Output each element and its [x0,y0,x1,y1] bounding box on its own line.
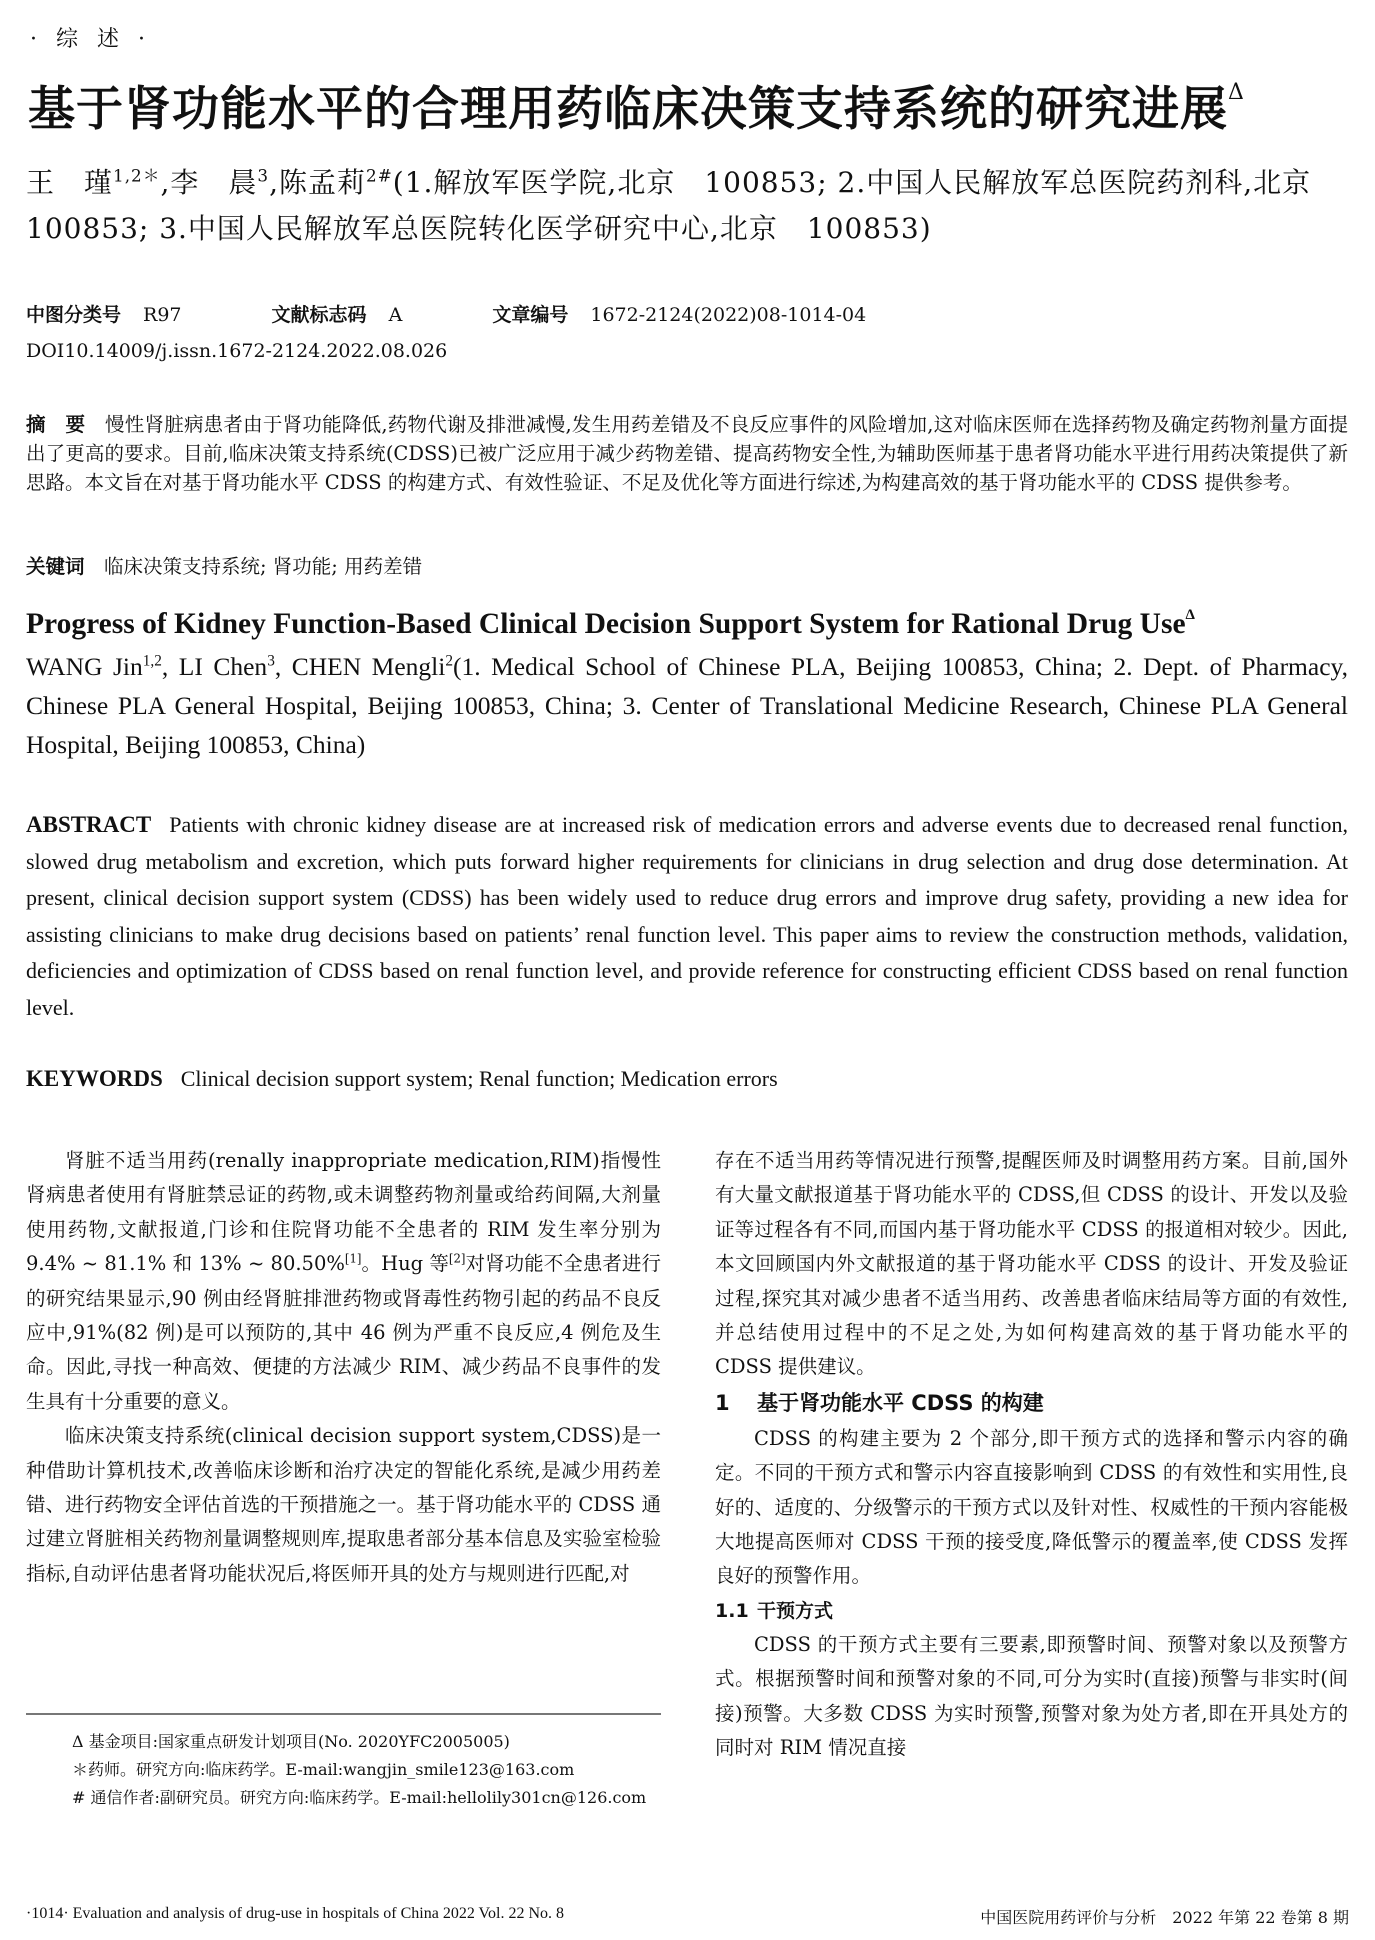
keywords-en-text: Clinical decision support system; Renal function; Medication errors [180,1066,778,1091]
affiliations-en: (1. Medical School of Chinese PLA, Beijing 100853, China; 2. Dept. of Pharmacy, Chinese PLA General Hospital, Beijing 100853, China; 3. Center of Translational Medicine Research, Chinese PLA General Hospital, Beijing 100853, China) [26,652,1349,759]
article-no-label: 文章编号 [492,304,569,326]
author-name: LI Chen [178,652,268,681]
doc-code-value: A [388,304,403,326]
author-affil-sup: 2# [366,165,393,186]
author-name: WANG Jin [26,652,143,681]
author-affil-sup: 1,2 [142,652,162,670]
doi-label: DOI [26,340,65,362]
keywords-en [26,1066,778,1092]
clc-label: 中图分类号 [26,304,122,326]
subsection-title: 干预方式 [757,1599,834,1622]
keywords-cn-label: 关键词 [26,555,85,578]
author-name: CHEN Mengli [291,652,446,681]
citation-link[interactable]: [1] [344,1251,362,1266]
section-title: 基于肾功能水平 CDSS 的构建 [757,1390,1044,1415]
abstract-cn-label: 摘 要 [26,413,86,436]
doc-code-label: 文献标志码 [271,304,367,326]
footnote-corresponding: # 通信作者:副研究员。研究方向:临床药学。E-mail:hellolily301cn@126.com [72,1788,647,1807]
author-name: 李 晨 [170,166,258,199]
keywords-cn-text: 临床决策支持系统; 肾功能; 用药差错 [104,555,423,578]
subsection-heading [715,1594,1348,1628]
authors-cn: 王 瑾$^{1,2*}$,李 晨$^3$,陈孟莉$^{2\#}$(1.解放军医学院,北京 100853; 2.中国人民解放军总医院药剂科,北京 100853; 3.中国人民解放军总医院转化医学研究中心,北京 100853) [26,165,1341,245]
abstract-cn [26,410,1348,497]
author-name: 王 瑾 [26,166,114,199]
footnote-divider [26,1713,661,1715]
authors-en: WANG Jin$^{1,2}$, LI Chen$^3$, CHEN Mengli$^2$(1. Medical School of Chinese PLA, Beijing 100853, China; 2. Dept. of Pharmacy, Chinese PLA General Hospital, Beijing 100853, China; 3. Center of Translational Medicine Research, Chinese PLA General Hospital, Beijing 100853, China) [26,652,1349,759]
subsection-number: 1.1 [715,1599,749,1622]
abstract-cn-text: 慢性肾脏病患者由于肾功能降低,药物代谢及排泄减慢,发生用药差错及不良反应事件的风险增加,这对临床医师在选择药物及确定药物剂量方面提出了更高的要求。目前,临床决策支持系统(CDSS)已被广泛应用于减少药物差错、提高药物安全性,为辅助医师基于患者肾功能水平进行用药决策提供了新思路。本文旨在对基于肾功能水平 CDSS 的构建方式、有效性验证、不足及优化等方面进行综述,为构建高效的基于肾功能水平的 CDSS 提供参考。 [26,413,1348,494]
body-paragraph: CDSS 的构建主要为 2 个部分,即干预方式的选择和警示内容的确定。不同的干预方式和警示内容直接影响到 CDSS 的有效性和实用性,良好的、适度的、分级警示的干预方式以及针对性、权威性的干预内容能极大地提高医师对 CDSS 干预的接受度,降低警示的覆盖率,使 CDSS 发挥良好的预警作用。 [715,1426,1348,1588]
footnote-author: ＊药师。研究方向:临床药学。E-mail:wangjin_smile123@163.com [72,1760,575,1779]
body-column-left [26,1144,661,1591]
text-run: 对肾功能不全患者进行的研究结果显示,90 例由经肾脏排泄药物或肾毒性药物引起的药品不良反应中,91%(82 例)是可以预防的,其中 46 例为严重不良反应,4 例危及生命。因此,寻找一种高效、便捷的方法减少 RIM、减少药品不良事件的发生具有十分重要的意义。 [26,1252,661,1413]
body-paragraph: 临床决策支持系统(clinical decision support system,CDSS)是一种借助计算机技术,改善临床诊断和治疗决定的智能化系统,是减少用药差错、进行药物安全评估首选的干预措施之一。基于肾功能水平的 CDSS 通过建立肾脏相关药物剂量调整规则库,提取患者部分基本信息及实验室检验指标,自动评估患者肾功能状况后,将医师开具的处方与规则进行匹配,对 [26,1424,661,1585]
body-column-right [715,1144,1348,1766]
funding-mark: Δ [1228,80,1245,105]
section-heading [715,1385,1348,1422]
section-tag: · 综 述 · [30,27,151,52]
author-name: 陈孟莉 [279,166,367,199]
author-affil-sup: 3 [267,652,275,670]
keywords-en-label: KEYWORDS [26,1066,163,1091]
doi-value[interactable]: 10.14009/j.issn.1672-2124.2022.08.026 [64,340,448,362]
abstract-en-text: Patients with chronic kidney disease are at increased risk of medication errors and adverse events due to decreased renal function, slowed drug metabolism and excretion, which puts forward higher requirements for clinicians in drug selection and drug dose determination. At present, clinical decision support system (CDSS) has been widely used to reduce drug errors and improve drug safety, providing a new idea for assisting clinicians to make drug decisions based on patients’ renal function level. This paper aims to review the construction methods, validation, deficiencies and optimization of CDSS based on renal function level, and provide reference for constructing efficient CDSS based on renal function level. [26,812,1348,1020]
article-title-en [26,608,1195,641]
footnote-fund: Δ 基金项目:国家重点研发计划项目(No. 2020YFC2005005) [72,1732,510,1751]
funding-mark: Δ [1185,607,1195,623]
author-affil-sup: 1,2＊ [113,165,161,186]
page-footer-right: 中国医院用药评价与分析 2022 年第 22 卷第 8 期 [980,1908,1349,1927]
title-en-text: Progress of Kidney Function-Based Clinical Decision Support System for Rational Drug Use [26,608,1186,640]
footnotes [26,1728,661,1812]
body-paragraph: CDSS 的干预方式主要有三要素,即预警时间、预警对象以及预警方式。根据预警时间和预警对象的不同,可分为实时(直接)预警与非实时(间接)预警。大多数 CDSS 为实时预警,预警对象为处方者,即在开具处方的同时对 RIM 情况直接 [715,1632,1348,1760]
affiliations-cn: (1.解放军医学院,北京 100853; 2.中国人民解放军总医院药剂科,北京 100853; 3.中国人民解放军总医院转化医学研究中心,北京 100853) [26,166,1341,245]
clc-value: R97 [143,304,182,326]
section-number: 1 [715,1390,730,1415]
doi-row [26,340,447,362]
page-footer-left: ·1014· Evaluation and analysis of drug-use in hospitals of China 2022 Vol. 22 No. 8 [26,1905,565,1922]
text-run: 肾脏不适当用药(renally inappropriate medication,RIM)指慢性肾病患者使用有肾脏禁忌证的药物,或未调整药物剂量或给药间隔,大剂量使用药物,文献报道,门诊和住院肾功能不全患者的 RIM 发生率分别为 9.4% ~ 81.1% 和 13% ~ 80.50% [26,1149,661,1276]
body-paragraph: 存在不适当用药等情况进行预警,提醒医师及时调整用药方案。目前,国外有大量文献报道基于肾功能水平的 CDSS,但 CDSS 的设计、开发以及验证等过程各有不同,而国内基于肾功能水平 CDSS 的报道相对较少。因此,本文回顾国内外文献报道的基于肾功能水平 CDSS 的设计、开发及验证过程,探究其对减少患者不适当用药、改善患者临床结局等方面的有效性,并总结使用过程中的不足之处,为如何构建高效的基于肾功能水平的 CDSS 提供建议。 [715,1149,1348,1379]
abstract-en-label: ABSTRACT [26,812,152,837]
keywords-cn [26,551,422,579]
abstract-en [26,807,1348,1026]
article-title-cn [28,72,1245,139]
text-run: 。Hug 等 [361,1252,449,1276]
body-paragraph [26,1144,661,1419]
title-text: 基于肾功能水平的合理用药临床决策支持系统的研究进展 [28,82,1228,137]
author-affil-sup: 3 [257,165,270,186]
author-affil-sup: 2 [445,652,453,670]
article-no-value: 1672-2124(2022)08-1014-04 [590,304,867,326]
citation-link[interactable]: [2] [448,1251,466,1266]
classification-row [26,300,866,327]
